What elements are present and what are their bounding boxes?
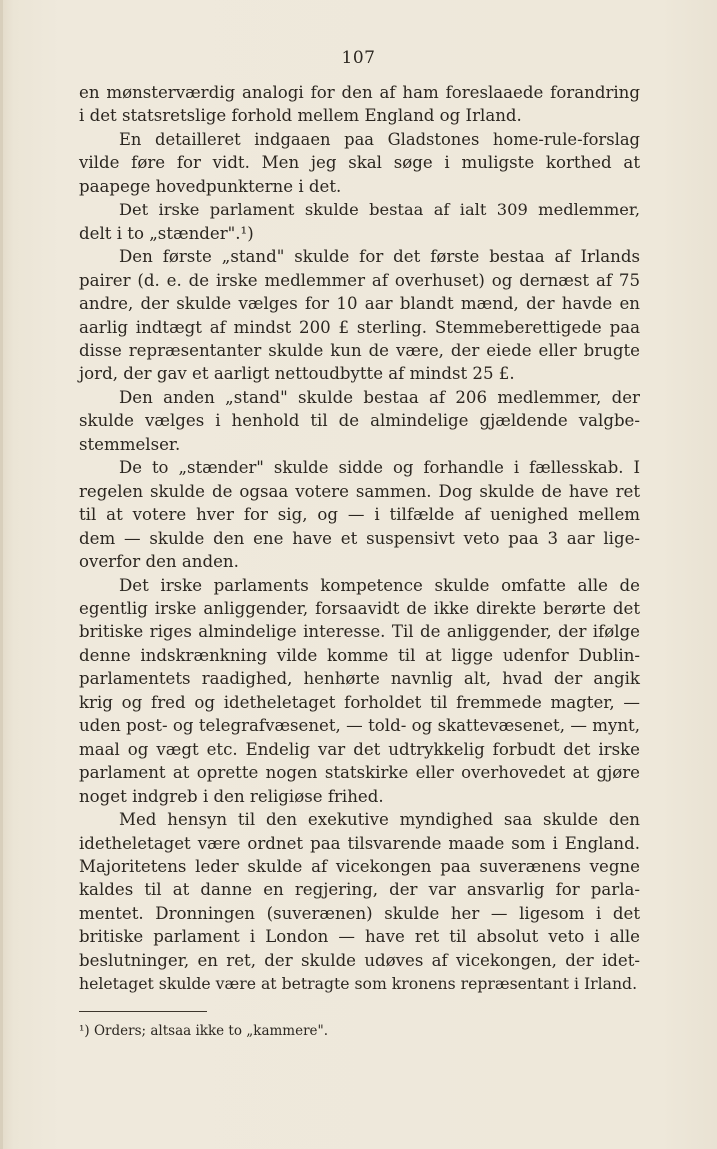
text-line: pairer (d. e. de irske medlemmer af overhuset) og dernæst af 75 [79, 270, 640, 290]
paragraph [79, 574, 640, 809]
text-line: Det irske parlament skulde bestaa af ialt 309 medlemmer, [119, 200, 640, 220]
text-line: stemmelser. [79, 434, 181, 454]
paragraph [79, 198, 640, 245]
page-edge [0, 0, 3, 1149]
paragraph [79, 128, 640, 198]
footnote-rule [79, 1011, 207, 1012]
text-line: Det irske parlaments kompetence skulde omfatte alle de [119, 575, 640, 595]
text-line: aarlig indtægt af mindst 200 £ sterling. Stemmeberettigede paa [79, 317, 640, 337]
footnote-marker: ¹) [79, 1023, 90, 1039]
text-line: i det statsretslige forhold mellem England og Irland. [79, 106, 522, 126]
text-line: jord, der gav et aarligt nettoudbytte af mindst 25 £. [79, 364, 515, 384]
text-line: krig og fred og idetheletaget forholdet til fremmede magter, — [79, 692, 640, 712]
text-line: denne indskrænkning vilde komme til at ligge udenfor Dublin- [79, 645, 640, 665]
body-text [79, 81, 640, 996]
text-line: andre, der skulde vælges for 10 aar blandt mænd, der havde en [79, 294, 640, 314]
text-line: beslutninger, en ret, der skulde udøves af vicekongen, der idet- [79, 950, 640, 970]
text-line: dem — skulde den ene have et suspensivt veto paa 3 aar lige- [79, 528, 640, 548]
text-line: delt i to „stænder".¹) [79, 223, 254, 243]
paragraph [79, 245, 640, 386]
text-line: idetheletaget være ordnet paa tilsvarende maade som i England. [79, 833, 640, 853]
text-line: til at votere hver for sig, og — i tilfælde af uenighed mellem [79, 505, 640, 525]
paragraph [79, 456, 640, 573]
text-line: maal og vægt etc. Endelig var det udtrykkelig forbudt det irske [79, 739, 640, 759]
text-line: kaldes til at danne en regjering, der var ansvarlig for parla- [79, 880, 640, 900]
text-line: De to „stænder" skulde sidde og forhandle i fællesskab. I [119, 458, 640, 478]
text-line: Med hensyn til den exekutive myndighed saa skulde den [119, 810, 640, 830]
text-line: parlamentets raadighed, henhørte navnlig alt, hvad der angik [79, 669, 640, 689]
text-line: Den første „stand" skulde for det første bestaa af Irlands [119, 247, 640, 267]
text-line: uden post- og telegrafvæsenet, — told- og skattevæsenet, — mynt, [79, 716, 640, 736]
text-line: vilde føre for vidt. Men jeg skal søge i muligste korthed at [79, 153, 640, 173]
page-number: 107 [341, 48, 376, 68]
text-line: En detailleret indgaaen paa Gladstones home-rule-forslag [119, 129, 640, 149]
text-line: britiske parlament i London — have ret til absolut veto i alle [79, 927, 640, 947]
text-line: parlament at oprette nogen statskirke eller overhovedet at gjøre [79, 763, 640, 783]
text-line: overfor den anden. [79, 552, 239, 572]
text-line: mentet. Dronningen (suverænen) skulde her — ligesom i det [79, 903, 640, 923]
footnote-text: Orders; altsaa ikke to „kammere". [93, 1023, 329, 1039]
text-line: heletaget skulde være at betragte som kronens repræsentant i Irland. [79, 974, 638, 994]
text-line: disse repræsentanter skulde kun de være, der eiede eller brugte [79, 340, 640, 360]
text-line: skulde vælges i henhold til de almindelige gjældende valgbe- [79, 411, 640, 431]
text-line: britiske riges almindelige interesse. Til de anliggender, der ifølge [79, 622, 640, 642]
footnote [79, 1022, 328, 1040]
text-line: noget indgreb i den religiøse frihed. [79, 786, 384, 806]
text-line: egentlig irske anliggender, forsaavidt de ikke direkte berørte det [79, 598, 640, 618]
text-line: Den anden „stand" skulde bestaa af 206 medlemmer, der [119, 387, 640, 407]
text-line: paapege hovedpunkterne i det. [79, 176, 342, 196]
paragraph [79, 81, 640, 128]
paragraph [79, 386, 640, 456]
text-line: regelen skulde de ogsaa votere sammen. Dog skulde de have ret [79, 481, 640, 501]
text-line: Majoritetens leder skulde af vicekongen paa suverænens vegne [79, 856, 640, 876]
paragraph [79, 808, 640, 996]
text-line: en mønsterværdig analogi for den af ham foreslaaede forandring [79, 83, 640, 102]
